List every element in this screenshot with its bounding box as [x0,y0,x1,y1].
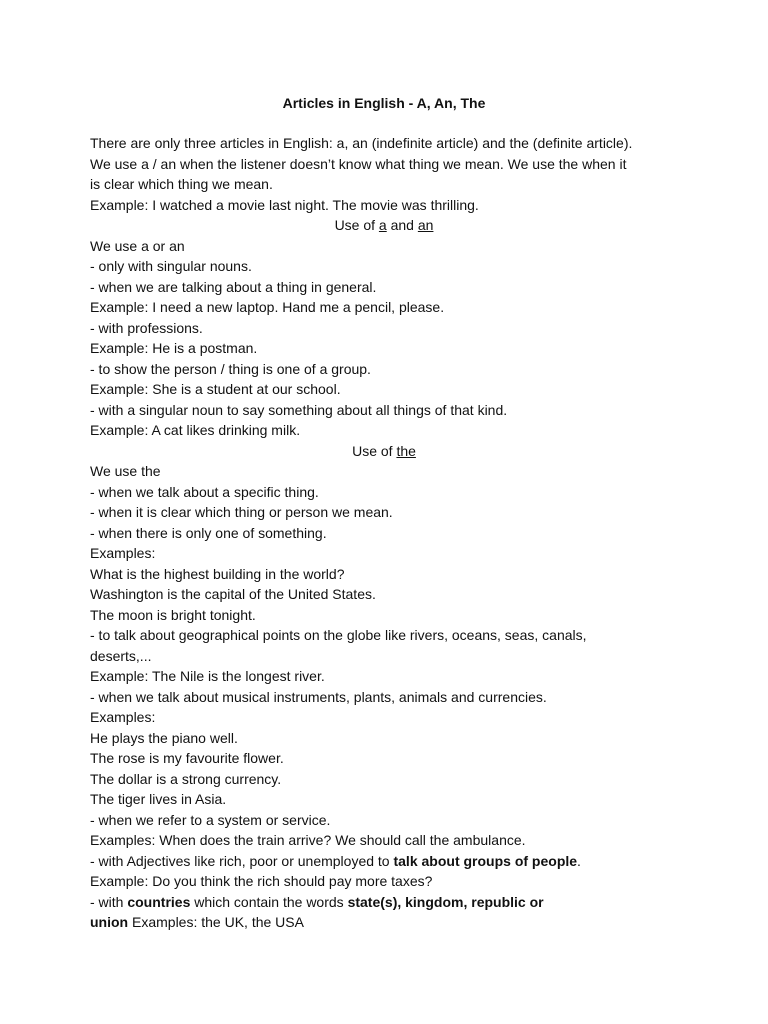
text-line: The rose is my favourite flower. [90,750,284,766]
countries-mid: which contain the words [190,893,348,910]
text-line: deserts,... [90,647,152,664]
text-line: - when we talk about musical instruments, plants, animals and currencies. [90,688,547,705]
text-line: - only with singular nouns. [90,258,252,274]
countries-bold: countries [127,893,191,910]
text-line: - when it is clear which thing or person we mean. [90,504,393,520]
intro-line: There are only three articles in English: a, an (indefinite article) and the (definite article). [90,135,633,151]
text-line: Examples: [90,709,156,725]
heading-word-an: an [417,217,434,233]
heading-word-a: a [378,217,387,233]
adjectives-line [90,851,678,872]
intro-example: Example: I watched a movie last night. The movie was thrilling. [90,196,479,213]
intro-line: We use a / an when the listener doesn’t know what thing we mean. We use the when it [90,155,627,172]
text-line: - when we talk about a specific thing. [90,483,319,500]
text-line: Example: He is a postman. [90,340,258,356]
section-heading-the [90,441,678,462]
text-line: - with a singular noun to say something about all things of that kind. [90,401,508,418]
text-line: - to talk about geographical points on the globe like rivers, oceans, seas, canals, [90,627,587,643]
heading-word-the: the [396,442,416,459]
text-line: We use the [90,463,161,479]
text-line: - to show the person / thing is one of a group. [90,360,371,377]
document-body [90,133,678,933]
union-post: Examples: the UK, the USA [128,914,304,930]
text-line: Example: Do you think the rich should pay more taxes? [90,873,433,889]
union-bold: union [90,914,129,930]
text-line: Example: The Nile is the longest river. [90,668,325,684]
text-line: - when we refer to a system or service. [90,811,331,828]
countries-line [90,892,678,913]
text-line: The moon is bright tonight. [90,606,256,623]
text-line: The dollar is a strong currency. [90,770,282,787]
countries-pre: - with [90,893,128,910]
countries-words-bold: state(s), kingdom, republic or [347,893,544,910]
text-line: Example: A cat likes drinking milk. [90,422,301,438]
text-line: Washington is the capital of the United States. [90,586,376,602]
text-line: We use a or an [90,237,185,254]
heading-prefix: Use of [352,442,397,459]
heading-and: and [386,217,418,233]
text-line: Examples: [90,545,156,561]
text-line: - when we are talking about a thing in general. [90,278,377,295]
section-heading-a-an [90,215,678,236]
text-line: What is the highest building in the world? [90,565,345,582]
adjectives-pre: - with Adjectives like rich, poor or unemployed to [90,852,394,869]
text-line: He plays the piano well. [90,729,238,746]
page-title: Articles in English - A, An, The [282,95,486,111]
adjectives-post: . [577,852,581,869]
union-line [90,912,678,933]
text-line: - when there is only one of something. [90,524,327,541]
text-line: - with professions. [90,319,203,336]
adjectives-bold: talk about groups of people [393,852,578,869]
text-line: Example: I need a new laptop. Hand me a pencil, please. [90,299,445,315]
heading-prefix: Use of [334,217,379,233]
text-line: Example: She is a student at our school. [90,381,341,397]
text-line: Examples: When does the train arrive? We should call the ambulance. [90,832,526,848]
intro-line: is clear which thing we mean. [90,176,273,192]
text-line: The tiger lives in Asia. [90,791,227,807]
